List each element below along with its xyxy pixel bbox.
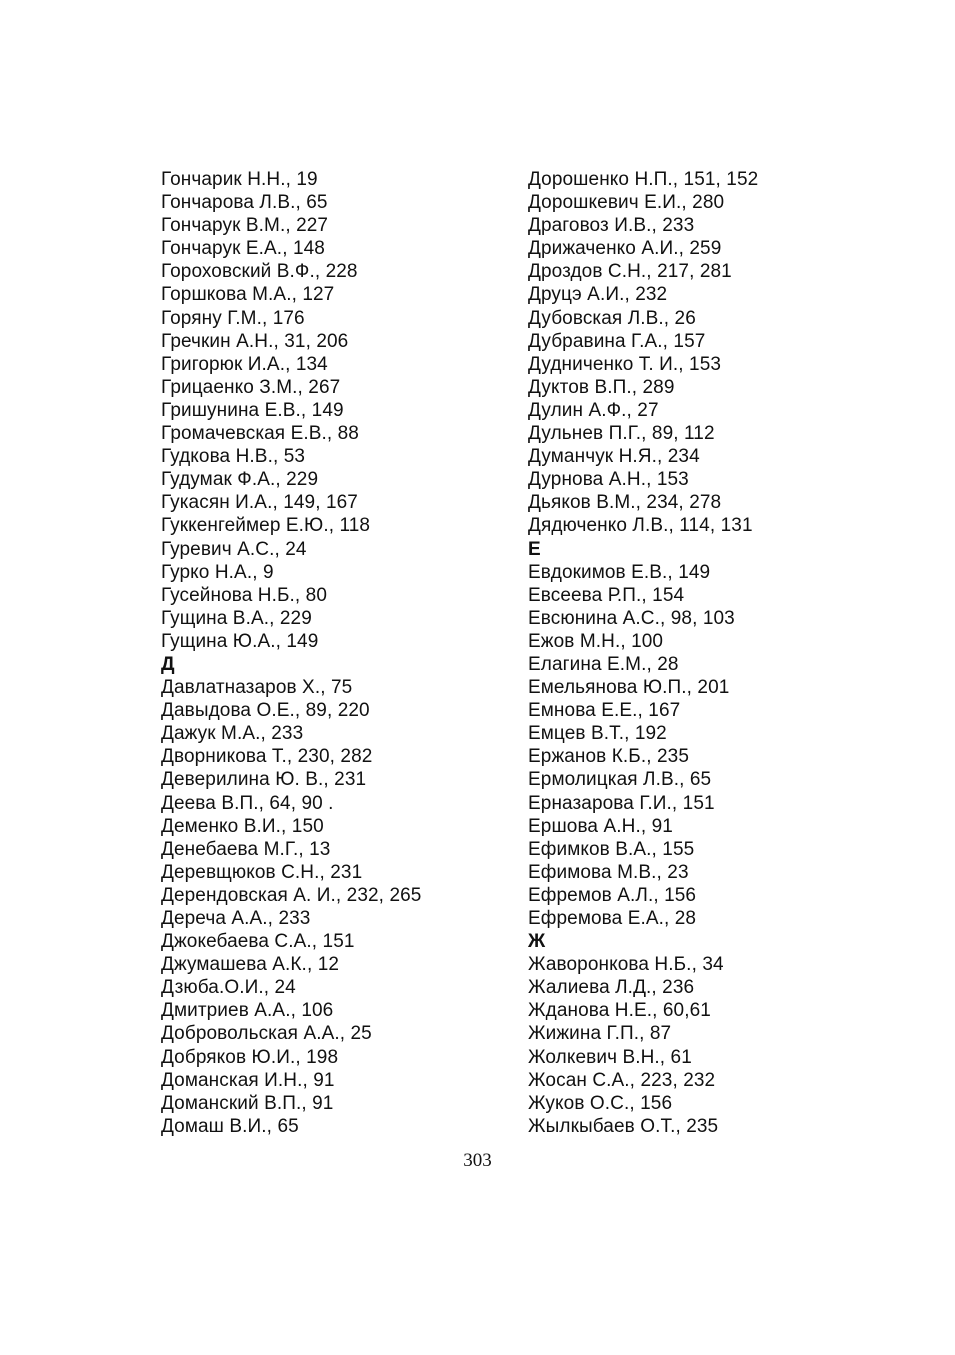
index-entry: Жданова Н.Е., 60,61 [528, 1000, 711, 1022]
index-entry: Гущина В.А., 229 [161, 607, 312, 629]
index-entry: Друцэ А.И., 232 [528, 284, 668, 306]
index-entry: Гречкин А.Н., 31, 206 [161, 330, 349, 352]
index-entry: Деверилина Ю. В., 231 [161, 769, 367, 791]
index-entry: Елагина Е.М., 28 [528, 653, 679, 675]
index-entry: Гудумак Ф.А., 229 [161, 469, 319, 491]
index-entry: Деревщюков С.Н., 231 [161, 861, 363, 883]
index-entry: Домаш В.И., 65 [161, 1115, 299, 1137]
index-entry: Дзюба.О.И., 24 [161, 977, 296, 999]
index-entry: Дажук М.А., 233 [161, 723, 304, 745]
index-entry: Дульнев П.Г., 89, 112 [528, 423, 715, 445]
index-entry: Емцев В.Т., 192 [528, 723, 667, 745]
index-entry: Дрижаченко А.И., 259 [528, 238, 722, 260]
index-entry: Гущина Ю.А., 149 [161, 630, 319, 652]
index-entry: Ефимова М.В., 23 [528, 861, 689, 883]
index-entry: Гончарук В.М., 227 [161, 215, 329, 237]
index-entry: Евсюнина А.С., 98, 103 [528, 607, 735, 629]
index-entry: Гончарук Е.А., 148 [161, 238, 325, 260]
index-entry: Дубравина Г.А., 157 [528, 330, 706, 352]
index-entry: Дуктов В.П., 289 [528, 376, 675, 398]
index-entry: Жижина Г.П., 87 [528, 1023, 672, 1045]
index-entry: Денебаева М.Г., 13 [161, 838, 331, 860]
index-letter-heading: Е [528, 538, 541, 560]
index-entry: Дереча А.А., 233 [161, 908, 311, 929]
index-entry: Дроздов С.Н., 217, 281 [528, 261, 732, 283]
index-entry: Джумашева А.К., 12 [161, 954, 340, 976]
index-entry: Ершова А.Н., 91 [528, 815, 673, 837]
index-entry: Евдокимов Е.В., 149 [528, 561, 711, 583]
index-entry: Гончарова Л.В., 65 [161, 192, 328, 214]
index-entry: Дубовская Л.В., 26 [528, 307, 696, 329]
index-entry: Ежов М.Н., 100 [528, 630, 664, 652]
index-entry: Ефимков В.А., 155 [528, 838, 695, 860]
index-entry: Евсеева Р.П., 154 [528, 584, 685, 606]
index-entry: Дерендовская А. И., 232, 265 [161, 884, 422, 906]
index-entry: Дорошкевич Е.И., 280 [528, 192, 725, 214]
index-entry: Горшкова М.А., 127 [161, 284, 335, 306]
index-entry: Ерназарова Г.И., 151 [528, 792, 715, 814]
index-entry: Дорошенко Н.П., 151, 152 [528, 169, 759, 190]
index-entry: Гончарик Н.Н., 19 [161, 169, 318, 190]
index-entry: Гукасян И.А., 149, 167 [161, 492, 358, 514]
index-entry: Гуревич А.С., 24 [161, 538, 307, 560]
index-entry: Ержанов К.Б., 235 [528, 746, 690, 768]
index-column-right [528, 168, 858, 1138]
index-column-left [161, 168, 501, 1138]
index-entry: Дворникова Т., 230, 282 [161, 746, 373, 768]
index-entry: Доманский В.П., 91 [161, 1092, 334, 1114]
index-entry: Давыдова О.Е., 89, 220 [161, 700, 370, 722]
index-entry: Дурнова А.Н., 153 [528, 469, 689, 491]
index-entry: Дудниченко Т. И., 153 [528, 353, 722, 375]
index-entry: Доманская И.Н., 91 [161, 1069, 335, 1091]
index-entry: Григорюк И.А., 134 [161, 353, 328, 375]
index-entry: Громачевская Е.В., 88 [161, 423, 359, 445]
index-letter-heading: Ж [528, 931, 546, 953]
index-entry: Дмитриев А.А., 106 [161, 1000, 334, 1022]
index-entry: Жалиева Л.Д., 236 [528, 977, 695, 999]
index-entry: Думанчук Н.Я., 234 [528, 446, 700, 468]
index-entry: Добровольская А.А., 25 [161, 1023, 372, 1045]
index-entry: Дядюченко Л.В., 114, 131 [528, 515, 753, 537]
index-entry: Жылкыбаев О.Т., 235 [528, 1115, 719, 1137]
index-entry: Горяну Г.М., 176 [161, 307, 305, 329]
index-entry: Ермолицкая Л.В., 65 [528, 769, 712, 791]
index-entry: Ефремов А.Л., 156 [528, 884, 697, 906]
index-entry: Драговоз И.В., 233 [528, 215, 695, 237]
index-entry: Гудкова Н.В., 53 [161, 446, 306, 468]
index-entry: Гороховский В.Ф., 228 [161, 261, 358, 283]
index-entry: Емельянова Ю.П., 201 [528, 677, 730, 699]
index-entry: Гришунина Е.В., 149 [161, 399, 344, 421]
index-entry: Добряков Ю.И., 198 [161, 1046, 339, 1068]
index-letter-heading: Д [161, 653, 175, 675]
index-entry: Деменко В.И., 150 [161, 815, 324, 837]
index-entry: Грицаенко З.М., 267 [161, 376, 341, 398]
page-number: 303 [463, 1150, 492, 1171]
index-entry: Ефремова Е.А., 28 [528, 908, 697, 929]
index-entry: Жаворонкова Н.Б., 34 [528, 954, 724, 976]
index-entry: Гуккенгеймер Е.Ю., 118 [161, 515, 371, 537]
index-entry: Жосан С.А., 223, 232 [528, 1069, 716, 1091]
index-entry: Емнова Е.Е., 167 [528, 700, 681, 722]
index-entry: Давлатназаров Х., 75 [161, 677, 353, 699]
index-entry: Дьяков В.М., 234, 278 [528, 492, 722, 514]
index-entry: Джокебаева С.А., 151 [161, 931, 355, 953]
index-entry: Дулин А.Ф., 27 [528, 399, 659, 421]
index-entry: Жуков О.С., 156 [528, 1092, 673, 1114]
index-entry: Жолкевич В.Н., 61 [528, 1046, 692, 1068]
index-entry: Гусейнова Н.Б., 80 [161, 584, 328, 606]
index-entry: Гурко Н.А., 9 [161, 561, 274, 583]
index-entry: Деева В.П., 64, 90 . [161, 792, 334, 814]
